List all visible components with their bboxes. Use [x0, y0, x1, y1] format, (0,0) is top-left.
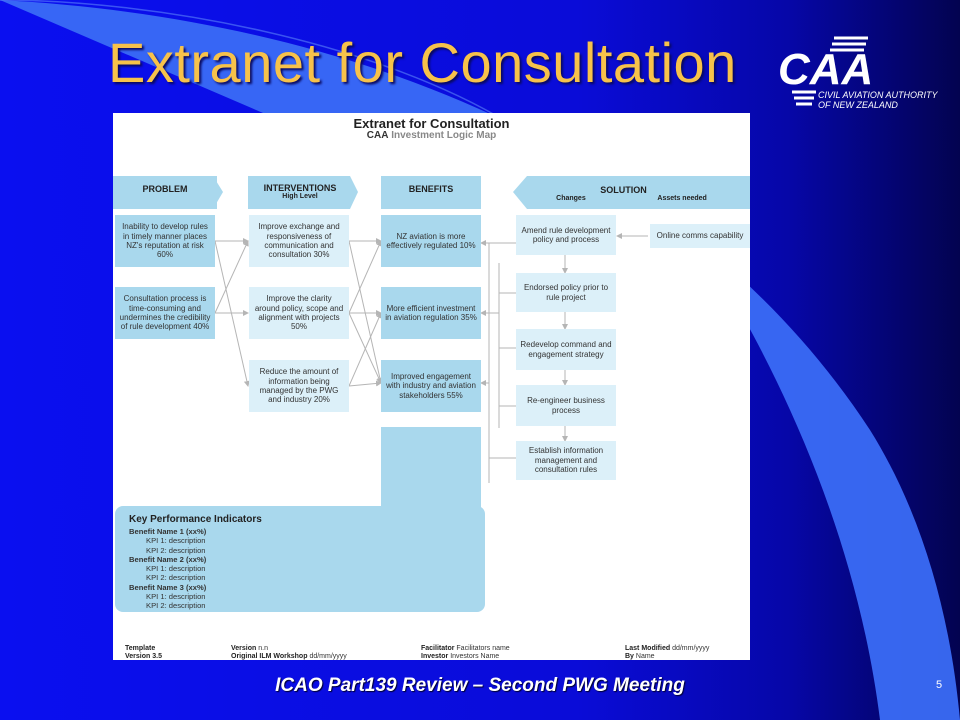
meta-version-value: n.n — [258, 645, 268, 652]
problem-header-label: PROBLEM — [142, 184, 188, 194]
problem-box-1: Inability to develop rules in timely manner places NZ's reputation at risk 60% — [115, 215, 215, 267]
meta-modified-label: Last Modified — [625, 645, 671, 652]
benefits-header-label: BENEFITS — [408, 184, 454, 194]
meta-investor-label: Investor — [421, 653, 449, 660]
change-box-1: Amend rule development policy and process — [516, 215, 616, 255]
meta-template-label: Template — [125, 645, 156, 652]
kpi-benefit-1: Benefit Name 1 (xx%) — [129, 527, 207, 536]
solution-header — [527, 176, 750, 209]
kpi-title: Key Performance Indicators — [129, 514, 262, 525]
investment-logic-map — [113, 113, 750, 660]
intervention-box-1: Improve exchange and responsiveness of communication and consultation 30% — [249, 215, 349, 267]
interventions-header-label: INTERVENTIONS — [263, 183, 337, 193]
logo-caption — [818, 90, 938, 110]
solution-header-label: SOLUTION — [600, 185, 647, 195]
kpi-item: KPI 2: description — [146, 545, 206, 555]
meta-version — [231, 645, 347, 660]
kpi-panel — [115, 506, 485, 612]
meta-investor-value: Investors Name — [450, 653, 500, 660]
assets-label: Assets needed — [657, 195, 707, 202]
change-box-2: Endorsed policy prior to rule project — [516, 273, 616, 312]
benefits-header — [381, 176, 481, 209]
meta-template — [125, 645, 162, 660]
meta-facilitator-value: Facilitators name — [456, 645, 510, 652]
logo-caption-line2: OF NEW ZEALAND — [818, 100, 898, 110]
kpi-item: KPI 1: description — [146, 536, 206, 546]
changes-label: Changes — [556, 195, 586, 202]
asset-box-1: Online comms capability — [650, 224, 750, 248]
slide-title: Extranet for Consultation — [108, 31, 737, 94]
meta-workshop-label: Original ILM Workshop — [231, 653, 308, 660]
meta-facilitator-label: Facilitator — [421, 645, 455, 652]
slide-footer: ICAO Part139 Review – Second PWG Meeting — [275, 675, 685, 696]
meta-workshop-value: dd/mm/yyyy — [309, 653, 347, 660]
problem-box-2: Consultation process is time-consuming and undermines the credibility of rule development 40% — [115, 287, 215, 339]
problem-header — [113, 176, 217, 209]
solution-header-sub — [527, 195, 750, 202]
meta-by-label: By — [625, 653, 634, 660]
kpi-item: KPI 2: description — [146, 573, 206, 583]
doc-title: Extranet for Consultation — [353, 116, 510, 131]
benefit-box-3: Improved engagement with industry and aviation stakeholders 55% — [381, 360, 481, 412]
logo-text: CAA — [778, 45, 874, 94]
kpi-list — [129, 527, 206, 611]
meta-version-label: Version — [231, 645, 257, 652]
kpi-item: KPI 1: description — [146, 564, 206, 574]
meta-template-version: Version 3.5 — [125, 653, 162, 660]
kpi-item: KPI 2: description — [146, 601, 206, 611]
logo-caption-line1: CIVIL AVIATION AUTHORITY — [818, 90, 938, 100]
intervention-box-3: Reduce the amount of information being managed by the PWG and industry 20% — [249, 360, 349, 412]
meta-facilitator — [421, 645, 510, 660]
doc-subtitle-bold: CAA — [366, 130, 389, 141]
change-box-3: Redevelop command and engagement strategy — [516, 329, 616, 370]
kpi-benefit-3: Benefit Name 3 (xx%) — [129, 582, 207, 592]
doc-subtitle-rest: Investment Logic Map — [391, 130, 497, 141]
interventions-header-sub: High Level — [282, 193, 318, 200]
kpi-benefit-2: Benefit Name 2 (xx%) — [129, 554, 207, 564]
meta-modified — [625, 645, 709, 660]
meta-by-value: Name — [635, 653, 655, 660]
kpi-item: KPI 1: description — [146, 592, 206, 602]
change-box-4: Re-engineer business process — [516, 385, 616, 426]
change-box-5: Establish information management and consultation rules — [516, 441, 616, 480]
intervention-box-2: Improve the clarity around policy, scope and alignment with projects 50% — [249, 287, 349, 339]
benefit-box-2: More efficient investment in aviation regulation 35% — [381, 287, 481, 339]
benefit-box-1: NZ aviation is more effectively regulated 10% — [381, 215, 481, 267]
meta-modified-value: dd/mm/yyyy — [672, 645, 710, 652]
interventions-header — [248, 176, 352, 209]
page-number: 5 — [936, 679, 943, 691]
